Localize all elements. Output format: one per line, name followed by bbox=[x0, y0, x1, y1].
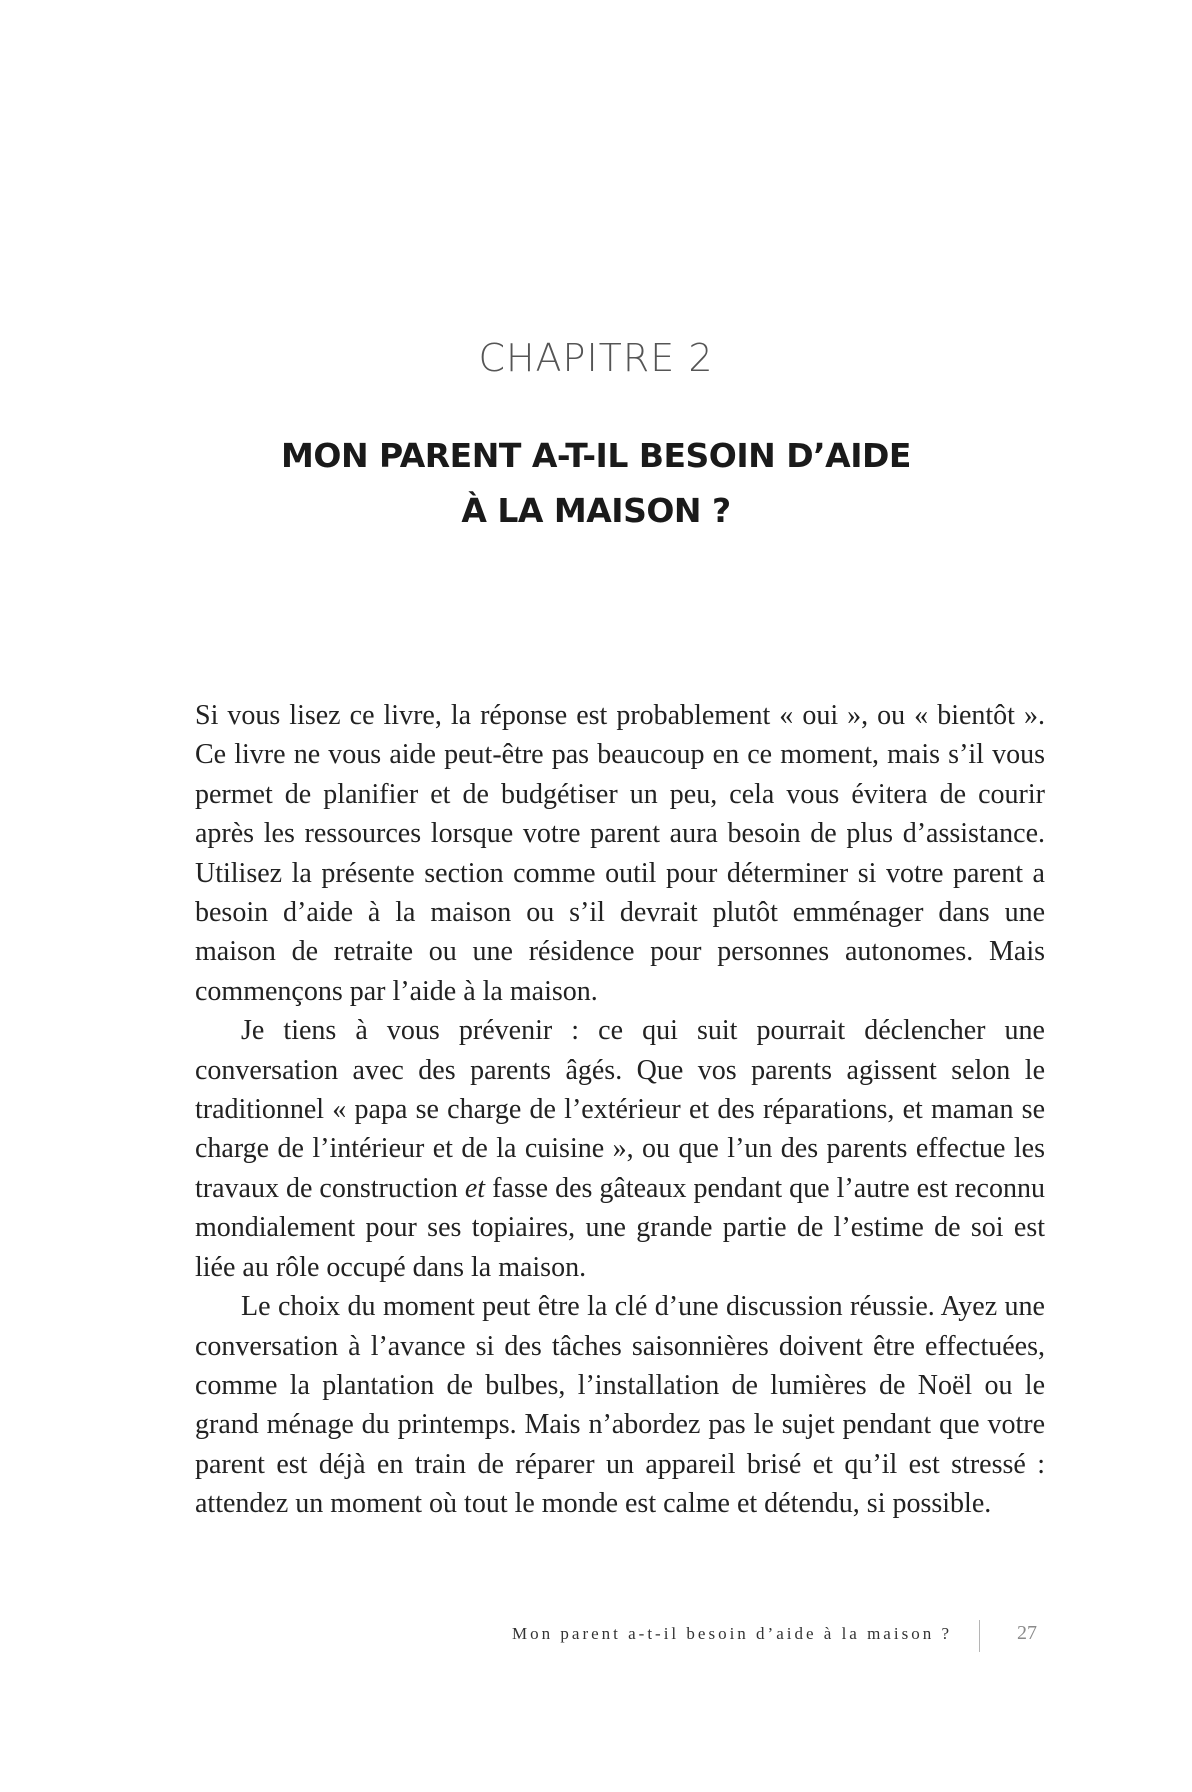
paragraph-text: Le choix du moment peut être la clé d’une discussion réussie. Ayez une conversation à l’avance si des tâches saisonnières doivent être effectuées, comme la plantation de bulbes, l’installation de lumières de Noël ou le grand ménage du printemps. Mais n’abordez pas le sujet pendant que votre parent est déjà en train de réparer un appareil brisé et qu’il est stressé : attendez un moment où tout le monde est calme et détendu, si possible. bbox=[195, 1291, 1045, 1520]
paragraph-1 bbox=[195, 696, 1045, 1011]
paragraph-2 bbox=[195, 1011, 1045, 1287]
chapter-title bbox=[0, 428, 1192, 538]
paragraph-text: Je tiens à vous prévenir : ce qui suit pourrait déclencher une conversation avec des parents âgés. Que vos parents agissent selon le traditionnel « papa se charge de l’extérieur et des réparations, et maman se charge de l’intérieur et de la cuisine », ou que l’un des parents effectue les travaux de construction bbox=[195, 1015, 1045, 1204]
paragraph-text: fasse des gâteaux pendant que l’autre est reconnu mondialement pour ses topiaires, une grande partie de l’estime de soi est liée au rôle occupé dans la maison. bbox=[195, 1172, 1045, 1283]
footer-divider bbox=[979, 1620, 980, 1652]
page-number: 27 bbox=[1017, 1622, 1037, 1644]
chapter-title-line-1: MON PARENT A-T-IL BESOIN D’AIDE bbox=[281, 436, 911, 475]
chapter-label: CHAPITRE 2 bbox=[478, 336, 714, 380]
body-text bbox=[195, 696, 1045, 1524]
running-head: Mon parent a-t-il besoin d’aide à la maison ? bbox=[512, 1624, 952, 1643]
paragraph-3 bbox=[195, 1287, 1045, 1523]
page-footer bbox=[0, 1620, 1192, 1650]
chapter-title-line-2: À LA MAISON ? bbox=[461, 491, 731, 530]
paragraph-text: Si vous lisez ce livre, la réponse est probablement « oui », ou « bientôt ». Ce livre ne vous aide peut-être pas beaucoup en ce moment, mais s’il vous permet de planifier et de budgétiser un peu, cela vous évitera de courir après les ressources lorsque votre parent aura besoin de plus d’assistance. Utilisez la présente section comme outil pour déterminer si votre parent a besoin d’aide à la maison ou s’il devrait plutôt emménager dans une maison de retraite ou une résidence pour personnes autonomes. Mais commençons par l’aide à la maison. bbox=[195, 700, 1045, 1007]
paragraph-emphasis: et bbox=[464, 1172, 486, 1204]
